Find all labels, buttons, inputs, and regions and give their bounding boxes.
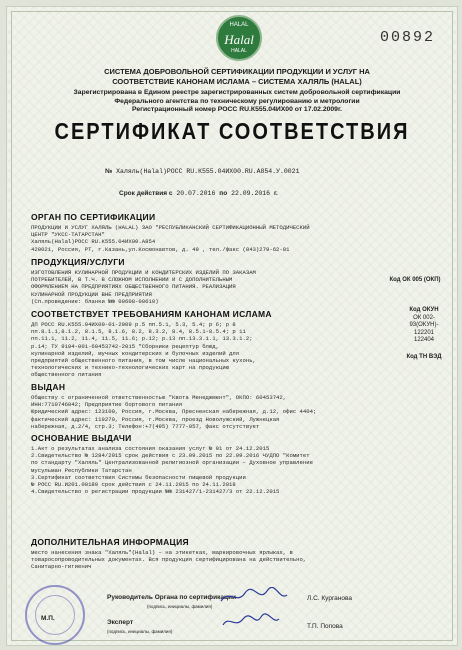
additional-line: товаросопроводительных документах. Вся продукция сертифицирована на действительно, <box>31 556 307 564</box>
product-line: (Сп.проведение: бланки №№ 00608-00610) <box>31 297 159 305</box>
issued-line: ИНН:7710746042; Предприятие бортового питания <box>31 401 183 409</box>
compliance-line: пп.11.1, 11.2, 11.4, 11.5, 11.6; р.12; р.13 пп.13.3.1.1, 13.3.1.2; <box>31 335 253 343</box>
organ-text <box>31 224 431 253</box>
certificate-number-label: № <box>105 168 113 175</box>
issued-line: Обществу с ограниченной ответственностью "Квота Менеджмент", ОКПО: 60453742, <box>31 394 287 401</box>
compliance-text <box>31 321 391 379</box>
expert-title: Эксперт <box>107 619 134 626</box>
certificate-number <box>105 168 300 175</box>
organ-line: Халяль(Halal)РОСС RU.К555.04ИХ00.А854 <box>31 238 156 246</box>
basis-line: 1.Акт о результатах анализа состояния оказания услуг № 01 от 24.12.2015 <box>31 445 270 452</box>
registration-line-1: Зарегистрирована в Едином реестре зарегистрированных систем добровольной сертификации <box>73 89 401 96</box>
compliance-line: общественного питания <box>31 371 102 379</box>
compliance-line: пп.8.1.1,8.1.2, 8.1.5, 8.1.6, 8.2, 8.3.2, 8.4, 8.5.1-8.5.4; р 11 <box>31 328 246 336</box>
expert-caption: (подпись, инициалы, фамилия) <box>107 629 173 634</box>
system-header <box>37 67 437 87</box>
product-line: ИЗГОТОВЛЕНИЯ КУЛИНАРНОЙ ПРОДУКЦИИ И КОНДИТЕРСКИХ ИЗДЕЛИЙ ПО ЗАКАЗАМ <box>31 269 256 276</box>
stamp-mark-label: М.П. <box>41 615 55 622</box>
organ-line: ПРОДУКЦИИ И УСЛУГ ХАЛЯЛЬ (HALAL) ЗАО "РЕСПУБЛИКАНСКИЙ СЕРТИФИКАЦИОННЫЙ МЕТОДИЧЕСКИЙ <box>31 224 310 231</box>
registration-info <box>37 89 437 115</box>
certificate-number-value: Халяль(Halal)РОСС RU.К555.04ИХ00.RU.А854.У.0021 <box>116 168 300 175</box>
issued-heading: ВЫДАН <box>31 382 66 392</box>
issued-text <box>31 394 431 430</box>
basis-line: 2.Свидетельство № 1284/2015 срок действия с 23.09.2015 по 22.09.2016 ЧУДПО "Комитет <box>31 452 310 460</box>
compliance-heading: СООТВЕТСТВУЕТ ТРЕБОВАНИЯМ КАНОНАМ ИСЛАМА <box>31 309 272 319</box>
registration-line-2: Федерального агентства по техническому регулированию и метрологии <box>114 97 360 105</box>
organ-line: 420021, Россия, РТ, г.Казань,ул.Космонавтов, д. 49 , тел./факс (843)279-62-81 <box>31 245 290 253</box>
system-header-line-1: СИСТЕМА ДОБРОВОЛЬНОЙ СЕРТИФИКАЦИИ ПРОДУКЦИИ И УСЛУГ НА <box>104 67 370 76</box>
logo-script-text: Halal <box>224 32 254 47</box>
product-text <box>31 269 391 305</box>
additional-line: Санитарно-гигиенич <box>31 563 92 571</box>
okun-codes <box>399 307 449 345</box>
expert-name: Т.П. Попова <box>307 623 343 630</box>
validity-suffix: г. <box>274 190 278 197</box>
issued-line: Юридический адрес: 123100, Россия, г.Москва, Пресненская набережная, д.12, офис 4404; <box>31 408 317 416</box>
official-stamp <box>25 585 85 645</box>
registration-line-3: Регистрационный номер РОСС RU.К555.04ИХ00 от 17.02.2009г. <box>131 106 342 113</box>
okun-value: ОК 002-93(ОКУН)- <box>409 314 439 328</box>
basis-line: 3.Сертификат соответствия Системы безопасности пищевой продукции <box>31 473 246 481</box>
head-caption: (подпись, инициалы, фамилия) <box>147 604 213 609</box>
basis-heading: ОСНОВАНИЕ ВЫДАЧИ <box>31 433 132 443</box>
okun-label: Код ОКУН <box>409 307 439 313</box>
product-line: ОФОРМЛЕНИЕМ НА ПРЕДПРИЯТИЯХ ОБЩЕСТВЕННОГО ПИТАНИЯ. РЕАЛИЗАЦИЯ <box>31 283 236 291</box>
serial-number: 00892 <box>379 29 435 46</box>
compliance-line: предприятий общественного питания, в том числе национальных кухонь, <box>31 357 256 365</box>
okun-value: 122201 <box>413 329 435 336</box>
halal-logo <box>216 15 262 61</box>
validity-to-label: по <box>219 190 228 197</box>
head-title: Руководитель Органа по сертификации <box>107 594 236 601</box>
compliance-line: технологических и технико-технологических карт на продукцию <box>31 364 230 372</box>
additional-heading: ДОПОЛНИТЕЛЬНАЯ ИНФОРМАЦИЯ <box>31 537 189 547</box>
system-header-line-2: СООТВЕТСТВИЕ КАНОНАМ ИСЛАМА – СИСТЕМА ХАЛЯЛЬ (HALAL) <box>112 77 362 86</box>
basis-line: № РОСС RU.И201.00189 срок действия с 24.11.2015 по 24.11.2018 <box>31 481 236 489</box>
organ-line: ЦЕНТР "УКСС-ТАТАРСТАН" <box>31 231 105 239</box>
logo-bottom-text: HALAL <box>231 48 247 54</box>
validity-period <box>119 190 278 197</box>
basis-line: 4.Свидетельство о регистрации продукции №№ 231427/1-231427/3 от 22.12.2015 <box>31 488 280 496</box>
basis-text <box>31 445 431 495</box>
issued-line: фактический адрес: 119270, Россия, г.Москва, проезд Новолужский, Лужнецкая <box>31 415 280 423</box>
okp-code-label: Код ОК 005 (ОКП) <box>389 277 441 283</box>
product-heading: ПРОДУКЦИЯ/УСЛУГИ <box>31 257 125 267</box>
head-signature-scribble <box>219 587 289 605</box>
validity-from: 20.07.2016 <box>176 190 216 197</box>
validity-to: 22.09.2016 <box>231 190 271 197</box>
additional-text <box>31 549 431 571</box>
validity-label: Срок действия с <box>119 190 173 197</box>
expert-signature-scribble <box>221 613 281 631</box>
certificate-title: СЕРТИФИКАТ СООТВЕТСТВИЯ <box>54 119 410 145</box>
compliance-line: кулинарной изделий, мучных кондитерских и булочных изделий для <box>31 349 240 357</box>
okun-value: 122404 <box>413 337 435 343</box>
certificate-sheet <box>6 6 458 646</box>
additional-line: место нанесения знака "Халяль"(Halal) – на этикетках, маркировочных ярлыках, в <box>31 549 293 556</box>
compliance-line: ДП РОСС RU.К555.04ИХ00-01-2009 р.5 пп.5.1, 5.3, 5.4; р 6; р 8 <box>31 321 236 328</box>
organ-heading: ОРГАН ПО СЕРТИФИКАЦИИ <box>31 212 156 222</box>
basis-line: мусульман Республики Татарстан <box>31 466 132 474</box>
logo-top-text: HALAL <box>229 22 249 28</box>
basis-line: по стандарту "Халяль" Централизованной религиозной организации – Духовное управление <box>31 459 313 467</box>
product-line: ПОТРЕБИТЕЛЕЙ, В Т.Ч. В СЛОЖНОМ ИСПОЛНЕНИИ И С ДОПОЛНИТЕЛЬНЫМ <box>31 276 233 284</box>
issued-line: набережная, д.2/4, стр.3; Телефон:+7(495) 7777-057, факс отсутствует <box>31 422 260 430</box>
compliance-line: р.14; ТУ 9194-001-60453742-2015 "Сборники рецептур блюд, <box>31 342 219 350</box>
head-name: Л.С. Курганова <box>307 595 352 602</box>
tnved-code-label: Код ТН ВЭД <box>406 354 442 360</box>
product-line: КУЛИНАРНОЙ ПРОДУКЦИИ ВНЕ ПРЕДПРИЯТИЯ <box>31 290 152 298</box>
